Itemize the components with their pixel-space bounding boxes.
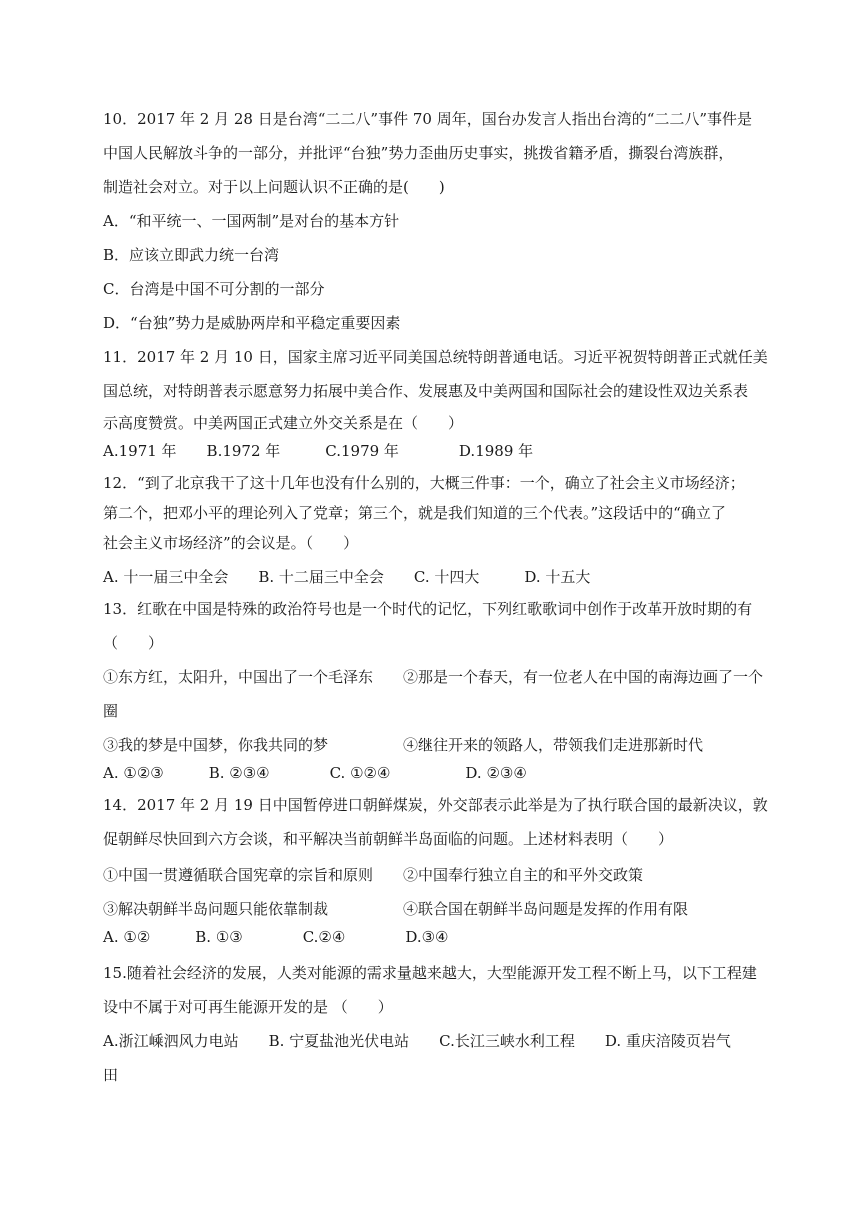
q10-line-1: 10．2017 年 2 月 28 日是台湾“二二八”事件 70 周年，国台办发言人指出台湾的“二二八”事件是	[103, 110, 753, 128]
q14-item-1-2: ①中国一贯遵循联合国宪章的宗旨和原则 ②中国奉行独立自主的和平外交政策	[103, 866, 644, 884]
q10-option-c: C．台湾是中国不可分割的一部分	[103, 280, 325, 298]
q15-options-cont: 田	[103, 1066, 119, 1084]
q13-line-2: （ ）	[103, 634, 164, 652]
q14-options: A. ①② B. ①③ C.②④ D.③④	[103, 928, 449, 946]
q12-line-2: 第二个，把邓小平的理论列入了党章；第三个，就是我们知道的三个代表。”这段话中的“确立了	[103, 504, 726, 522]
q11-options: A.1971 年 B.1972 年 C.1979 年 D.1989 年	[103, 442, 534, 460]
q11-line-3: 示高度赞赏。中美两国正式建立外交关系是在（ ）	[103, 414, 464, 432]
q10-option-d: D．“台独”势力是威胁两岸和平稳定重要因素	[103, 314, 401, 332]
q14-item-3-4: ③解决朝鲜半岛问题只能依靠制裁 ④联合国在朝鲜半岛问题是发挥的作用有限	[103, 900, 689, 918]
q12-line-3: 社会主义市场经济”的会议是。（ ）	[103, 534, 359, 552]
q10-line-2: 中国人民解放斗争的一部分，并批评“台独”势力歪曲历史事实，挑拨省籍矛盾，撕裂台湾族群，	[103, 144, 734, 162]
q15-options: A.浙江嵊泗风力电站 B. 宁夏盐池光伏电站 C.长江三峡水利工程 D. 重庆涪陵页岩气	[103, 1032, 731, 1050]
q10-option-b: B．应该立即武力统一台湾	[103, 246, 280, 264]
q13-line-1: 13．红歌在中国是特殊的政治符号也是一个时代的记忆，下列红歌歌词中创作于改革开放时期的有	[103, 600, 753, 618]
q11-line-2: 国总统，对特朗普表示愿意努力拓展中美合作、发展惠及中美两国和国际社会的建设性双边关系表	[103, 382, 749, 400]
q14-line-1: 14．2017 年 2 月 19 日中国暂停进口朝鲜煤炭，外交部表示此举是为了执行联合国的最新决议，敦	[103, 796, 768, 814]
q13-options: A. ①②③ B. ②③④ C. ①②④ D. ②③④	[103, 764, 527, 782]
q11-line-1: 11．2017 年 2 月 10 日，国家主席习近平同美国总统特朗普通电话。习近平祝贺特朗普正式就任美	[103, 348, 768, 366]
q10-line-3: 制造社会对立。对于以上问题认识不正确的是( )	[103, 178, 445, 196]
q13-item-1-2: ①东方红，太阳升，中国出了一个毛泽东 ②那是一个春天，有一位老人在中国的南海边画了一个	[103, 668, 764, 686]
q14-line-2: 促朝鲜尽快回到六方会谈，和平解决当前朝鲜半岛面临的问题。上述材料表明（ ）	[103, 830, 674, 848]
q13-item-2-cont: 圈	[103, 702, 119, 720]
q10-option-a: A．“和平统一、一国两制”是对台的基本方针	[103, 212, 400, 230]
q15-line-1: 15.随着社会经济的发展，人类对能源的需求量越来越大，大型能源开发工程不断上马，以下工程建	[103, 964, 757, 982]
q12-line-1: 12．“到了北京我干了这十几年也没有什么别的，大概三件事：一个，确立了社会主义市场经济；	[103, 474, 745, 492]
q15-line-2: 设中不属于对可再生能源开发的是 （ ）	[103, 998, 393, 1016]
q12-options: A. 十一届三中全会 B. 十二届三中全会 C. 十四大 D. 十五大	[103, 568, 591, 586]
q13-item-3-4: ③我的梦是中国梦，你我共同的梦 ④继往开来的领路人，带领我们走进那新时代	[103, 736, 704, 754]
